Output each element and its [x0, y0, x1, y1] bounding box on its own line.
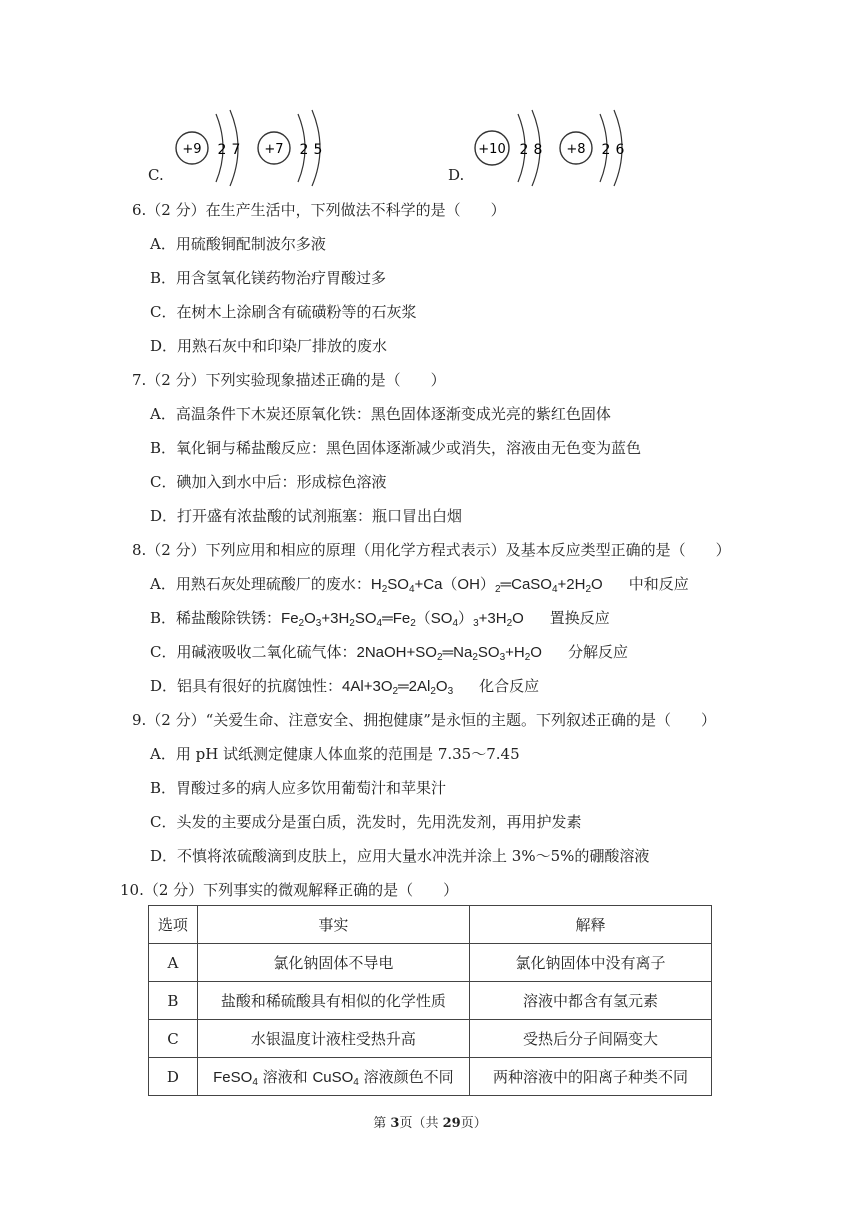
- header-fact: 事实: [197, 906, 469, 944]
- table-row: [149, 1020, 712, 1058]
- q8-option-c: [150, 642, 628, 663]
- row-option: A: [149, 944, 198, 982]
- q6-option-c: C．在树木上涂刷含有硫磺粉等的石灰浆: [150, 303, 417, 321]
- atom-d1: [475, 110, 542, 186]
- nucleus-charge: +10: [478, 142, 506, 157]
- row-option: B: [149, 982, 198, 1020]
- shell-electrons: 2: [299, 142, 309, 158]
- question-9-stem: 9.（2 分）“关爱生命、注意安全、拥抱健康”是永恒的主题。下列叙述正确的是（ ）: [132, 711, 716, 729]
- q8-b-text: B．稀盐酸除铁锈：: [150, 609, 282, 627]
- footer-pre: 第: [373, 1116, 391, 1131]
- nucleus-charge: +8: [566, 142, 586, 157]
- q8-b-type: 置换反应: [549, 609, 610, 627]
- q10-table: [148, 905, 712, 1096]
- total-pages: 29: [442, 1116, 461, 1131]
- question-6-stem: 6.（2 分）在生产生活中，下列做法不科学的是（ ）: [132, 201, 506, 219]
- shell-electrons: 8: [533, 142, 543, 158]
- q8-c-text: C．用碱液吸收二氧化硫气体：: [150, 643, 357, 661]
- table-header-row: [149, 906, 712, 944]
- nucleus-charge: +7: [264, 142, 284, 157]
- row-explanation: 两种溶液中的阳离子种类不同: [469, 1058, 711, 1096]
- q6-option-a: A．用硫酸铜配制波尔多液: [150, 235, 326, 253]
- footer-mid: 页（共: [399, 1116, 443, 1131]
- shell-electrons: 5: [313, 142, 322, 158]
- question-7-stem: 7.（2 分）下列实验现象描述正确的是（ ）: [132, 371, 446, 389]
- q8-a-text: A．用熟石灰处理硫酸厂的废水：: [150, 575, 371, 593]
- question-10-stem: 10.（2 分）下列事实的微观解释正确的是（ ）: [120, 881, 459, 899]
- shell-electrons: 2: [217, 142, 227, 158]
- row-option: C: [149, 1020, 198, 1058]
- row-explanation: 受热后分子间隔变大: [469, 1020, 711, 1058]
- row-fact: FeSO$_4$ 溶液和 CuSO$_4$ 溶液颜色不同: [197, 1058, 469, 1096]
- q7-option-c: C．碘加入到水中后：形成棕色溶液: [150, 473, 387, 491]
- q9-option-c: C．头发的主要成分是蛋白质，洗发时，先用洗发剂，再用护发素: [150, 813, 582, 831]
- fact-text-mid: 溶液和: [257, 1068, 313, 1086]
- q7-option-b: B．氧化铜与稀盐酸反应：黑色固体逐渐减少或消失，溶液由无色变为蓝色: [150, 439, 642, 457]
- nucleus-charge: +9: [182, 142, 202, 157]
- question-8-stem: 8.（2 分）下列应用和相应的原理（用化学方程式表示）及基本反应类型正确的是（ ）: [132, 541, 731, 559]
- q8-b-equation: $Fe_2O_3+3H_2SO_4═Fe_2(SO_4)_3+3H_2O$: [281, 610, 524, 629]
- option-d-label: D.: [448, 166, 465, 184]
- q8-c-type: 分解反应: [567, 643, 628, 661]
- q8-d-text: D．铝具有很好的抗腐蚀性：: [150, 677, 343, 695]
- q6-option-b: B．用含氢氧化镁药物治疗胃酸过多: [150, 269, 387, 287]
- atom-c2: [258, 110, 322, 186]
- table-row: [149, 944, 712, 982]
- q8-d-type: 化合反应: [479, 677, 540, 695]
- shell-electrons: 7: [231, 142, 241, 158]
- q9-option-d: D．不慎将浓硫酸滴到皮肤上，应用大量水冲洗并涂上 3%～5%的硼酸溶液: [150, 847, 650, 865]
- table-row: [149, 1058, 712, 1096]
- row-option: D: [149, 1058, 198, 1096]
- q9-option-a: A．用 pH 试纸测定健康人体血浆的范围是 7.35～7.45: [150, 745, 520, 763]
- q8-a-type: 中和反应: [628, 575, 689, 593]
- fact-text-end: 溶液颜色不同: [358, 1068, 454, 1086]
- q8-option-a: [150, 574, 689, 595]
- header-explanation: 解释: [469, 906, 711, 944]
- row-fact: 氯化钠固体不导电: [197, 944, 469, 982]
- page-number: 3: [390, 1116, 400, 1131]
- row-explanation: 溶液中都含有氢元素: [469, 982, 711, 1020]
- option-c-label: C.: [148, 166, 164, 184]
- row-fact: 水银温度计液柱受热升高: [197, 1020, 469, 1058]
- row-fact: 盐酸和稀硫酸具有相似的化学性质: [197, 982, 469, 1020]
- row-explanation: 氯化钠固体中没有离子: [469, 944, 711, 982]
- atom-structure-d: [472, 108, 648, 188]
- atom-diagrams: [148, 108, 708, 192]
- footer-post: 页）: [460, 1116, 487, 1131]
- q6-option-d: D．用熟石灰中和印染厂排放的废水: [150, 337, 388, 355]
- table-row: [149, 982, 712, 1020]
- atom-c1: [176, 110, 240, 186]
- shell-electrons: 2: [519, 142, 529, 158]
- page-footer: [0, 1112, 860, 1131]
- header-option: 选项: [149, 906, 198, 944]
- q8-option-b: [150, 608, 610, 629]
- atom-structure-c: [172, 108, 322, 188]
- q8-option-d: [150, 676, 539, 697]
- q7-option-d: D．打开盛有浓盐酸的试剂瓶塞：瓶口冒出白烟: [150, 507, 463, 525]
- q7-option-a: A．高温条件下木炭还原氧化铁：黑色固体逐渐变成光亮的紫红色固体: [150, 405, 611, 423]
- q9-option-b: B．胃酸过多的病人应多饮用葡萄汁和苹果汁: [150, 779, 447, 797]
- q8-a-equation: $H_2SO_4+Ca(OH)_2═CaSO_4+2H_2O$: [370, 576, 603, 595]
- atom-d2: [560, 110, 625, 186]
- shell-electrons: 2: [601, 142, 611, 158]
- q8-c-equation: $2NaOH+SO_2═Na_2SO_3+H_2O$: [356, 644, 542, 663]
- q8-d-equation: $4Al+3O_2═2Al_2O_3$: [342, 678, 454, 697]
- shell-electrons: 6: [615, 142, 625, 158]
